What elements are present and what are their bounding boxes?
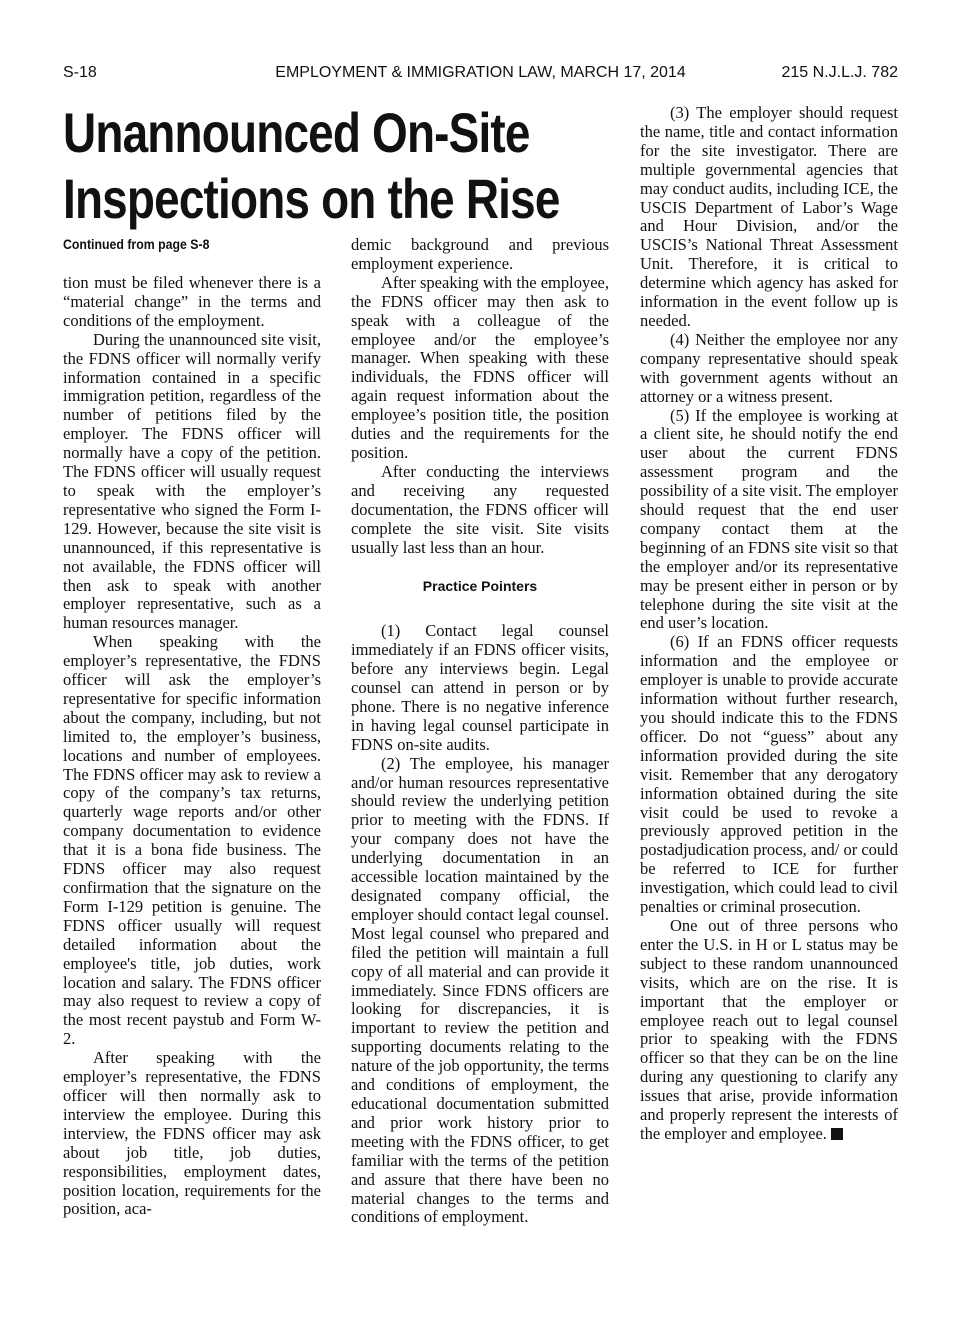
pointer-paragraph: (2) The employee, his manager and/or human resources representative should review the underlying petition prior to meeting with the FDNS. If your company does not have the underlying documentation in an accessible location maintained by the designated company official, the employer should contact legal counsel. Most legal counsel who prepared and filed the petition will maintain a full copy of all material and can provide it immediately. Since FDNS officers are looking for discrepancies, it is important to review the petition and supporting documents relating to the nature of the job opportunity, the terms and conditions of employment, the educational documentation submitted and prior work history prior to meeting with the FDNS officer, to get familiar with the terms of the petition and assure that there have been no material changes to the terms and conditions of employment. xyxy=(351,753,609,1227)
page-header xyxy=(63,64,898,86)
pointer-paragraph: (4) Neither the employee nor any company representative should speak with government agents without an attorney or a witness present. xyxy=(640,329,898,406)
pointer-paragraph: (3) The employer should request the name, title and contact information for the site investigator. There are multiple governmental agencies that may conduct audits, including ICE, the USCIS Department of Labor’s Wage and Hour Division, and/or the USCIS’s National Threat Assessment Unit. Therefore, it is critical to determine which agency has asked for information in the event follow up is needed. xyxy=(640,103,898,330)
title-line-2: Inspections on the Rise xyxy=(63,167,560,230)
paragraph: When speaking with the employer’s representative, the FDNS officer will ask the employer’s representative for specific information about the company, including, but not limited to, the employer’s business, locations and number of employees. The FDNS officer may ask to review a copy of the company’s tax returns, quarterly wage reports and/or other company documentation to evidence that it is a bona fide business. The FDNS officer may also request confirmation that the signature on the Form I-129 petition is genuine. The FDNS officer usually will request detailed information about the employee's title, job duties, work location and salary. The FDNS officer may also request to review a copy of the most recent paystub and Form W-2. xyxy=(63,632,321,1049)
paragraph: During the unannounced site visit, the FDNS officer will normally verify information contained in a specific immigration petition, regardless of the number of petitions filed by the employer. The FDNS officer will normally have a copy of the petition. The FDNS officer will usually request to speak with the employer’s representative who signed the Form I-129. However, because the site visit is unannounced, if this representative is not available, the FDNS officer will then ask to speak with another employer representative, such as a human resources manager. xyxy=(63,329,321,633)
publication-line: EMPLOYMENT & IMMIGRATION LAW, MARCH 17, 2014 xyxy=(275,64,686,81)
citation: 215 N.J.L.J. 782 xyxy=(781,64,898,81)
pointer-paragraph: (6) If an FDNS officer requests information and the employee or employer is unable to provide accurate information without further research, you should indicate this to the FDNS officer. Do not “guess” about any information provided during the site visit. Remember that any derogatory information obtained during the site visit could be used to revoke a previously approved petition in the postadjudication process, and/ or could be referred to ICE for further investigation, which could lead to civil penalties or criminal prosecution. xyxy=(640,632,898,917)
closing-paragraph xyxy=(640,917,898,1144)
article-title xyxy=(63,100,560,232)
practice-pointers-subhead: Practice Pointers xyxy=(422,578,538,595)
column-2 xyxy=(351,236,609,1227)
continued-from-note: Continued from page S-8 xyxy=(63,236,210,252)
paragraph: After speaking with the employee, the FDNS officer may then ask to speak with a colleague of the employee and/or the employee’s manager. When speaking with these individuals, the FDNS officer will again request information about the employee’s position title, the position duties and the requirements for the position. xyxy=(351,272,609,462)
title-line-1: Unannounced On-Site xyxy=(63,101,530,164)
end-of-article-icon xyxy=(831,1128,843,1140)
paragraph: tion must be filed whenever there is a “material change” in the terms and conditions of the employment. xyxy=(63,273,321,330)
pointer-paragraph: (1) Contact legal counsel immediately if an FDNS officer visits, before any interviews begin. Legal counsel can attend in person or by phone. There is no negative inference in having legal counsel participate in FDNS on-site audits. xyxy=(351,621,609,754)
paragraph: demic background and previous employment experience. xyxy=(351,235,609,273)
closing-text: One out of three persons who enter the U.S. in H or L status may be subject to these random unannounced visits, which are on the rise. It is important that the employer or employee reach out to legal counsel prior to speaking with the FDNS officer so that they can be on the line during any questioning to clarify any issues that arise, provide information and properly represent the interests of the employer and employee. xyxy=(640,915,898,1143)
page-number: S-18 xyxy=(63,64,97,81)
paragraph: After speaking with the employer’s representative, the FDNS officer will then normally ask to interview the employee. During this interview, the FDNS officer may ask about job title, job duties, responsibilities, employment dates, position location, requirements for the position, aca- xyxy=(63,1048,321,1219)
pointer-paragraph: (5) If the employee is working at a client site, he should notify the end user about the current FDNS assessment program and the possibility of a site visit. The employer should request that the end user company contact them at the beginning of an FDNS site visit so that the employer and/or its representative may be present either in person or by telephone during the site visit at the end user’s location. xyxy=(640,405,898,633)
column-3 xyxy=(640,104,898,1144)
column-1 xyxy=(63,274,321,1219)
paragraph: After conducting the interviews and receiving any requested documentation, the FDNS officer will complete the site visit. Site visits usually last less than an hour. xyxy=(351,461,609,557)
